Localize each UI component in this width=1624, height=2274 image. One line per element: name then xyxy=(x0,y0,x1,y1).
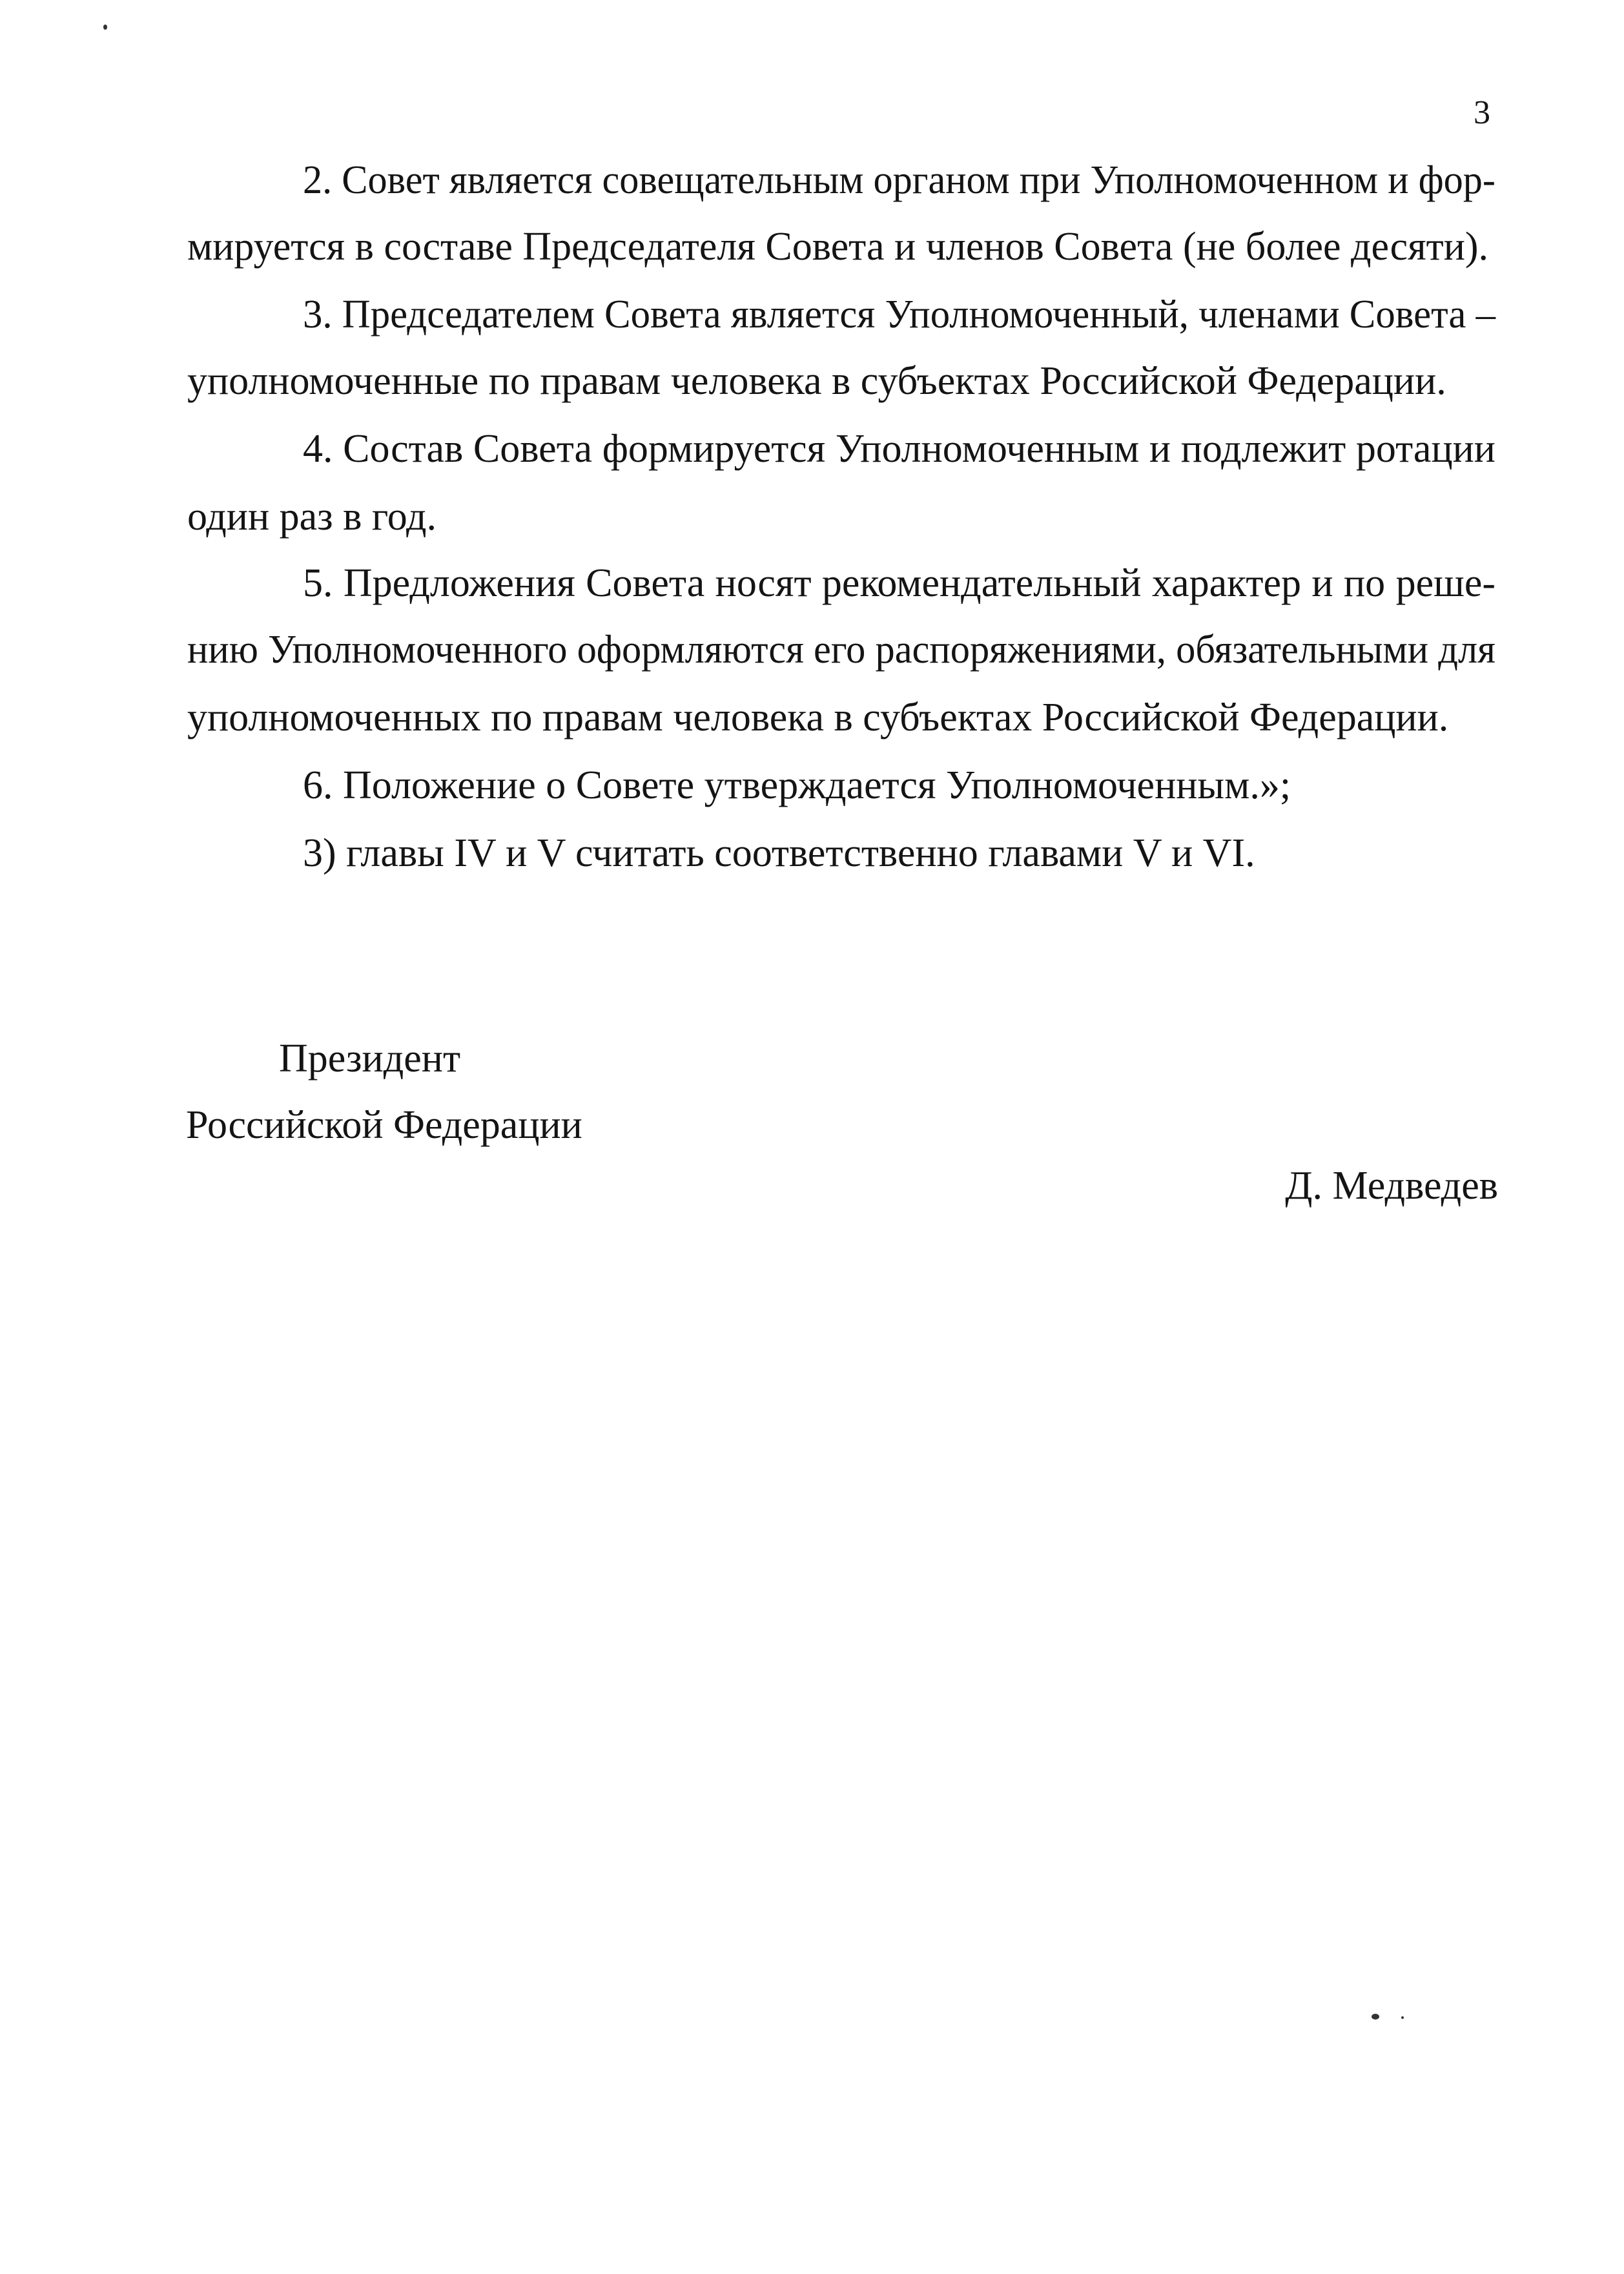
scan-speck xyxy=(1372,2014,1379,2020)
signature-title-line-1: Президент xyxy=(279,1037,461,1080)
scan-speck xyxy=(103,25,107,30)
paragraph-5-line-2 xyxy=(187,616,1496,683)
paragraph-5-line-1 xyxy=(303,550,1496,617)
paragraph-3-line-1 xyxy=(303,281,1496,348)
paragraph-5-line-3 xyxy=(187,684,1496,751)
page-number: 3 xyxy=(1474,94,1490,131)
line-text: 6. Положение о Совете утверждается Уполномоченным.»; xyxy=(303,763,1291,807)
line-text: уполномоченных по правам человека в субъектах Российской Федерации. xyxy=(187,696,1449,739)
paragraph-6 xyxy=(303,752,1496,819)
line-text: 2. Совет является совещательным органом при Уполномоченном и фор- xyxy=(303,158,1496,202)
line-text: нию Уполномоченного оформляются его распоряжениями, обязательными для xyxy=(187,628,1496,672)
line-text: 3. Председателем Совета является Уполномоченный, членами Совета – xyxy=(303,293,1496,336)
paragraph-4-line-1 xyxy=(303,415,1496,482)
paragraph-2-line-2 xyxy=(187,213,1496,280)
paragraph-3-line-2 xyxy=(187,347,1496,415)
line-text: 4. Состав Совета формируется Уполномоченным и подлежит ротации xyxy=(303,427,1496,471)
paragraph-2-line-1 xyxy=(303,147,1496,214)
line-text: 5. Предложения Совета носят рекомендательный характер и по реше- xyxy=(303,561,1496,605)
line-text: мируется в составе Председателя Совета и членов Совета (не более десяти). xyxy=(187,225,1489,269)
line-text: один раз в год. xyxy=(187,495,437,539)
signature-title-line-2: Российской Федерации xyxy=(186,1103,582,1147)
paragraph-4-line-2 xyxy=(187,483,1496,550)
scan-speck xyxy=(1401,2016,1404,2019)
line-text: 3) главы IV и V считать соответственно главами V и VI. xyxy=(303,831,1255,875)
signature-name: Д. Медведев xyxy=(1285,1164,1498,1208)
line-text: уполномоченные по правам человека в субъектах Российской Федерации. xyxy=(187,359,1446,403)
item-3 xyxy=(303,820,1496,887)
